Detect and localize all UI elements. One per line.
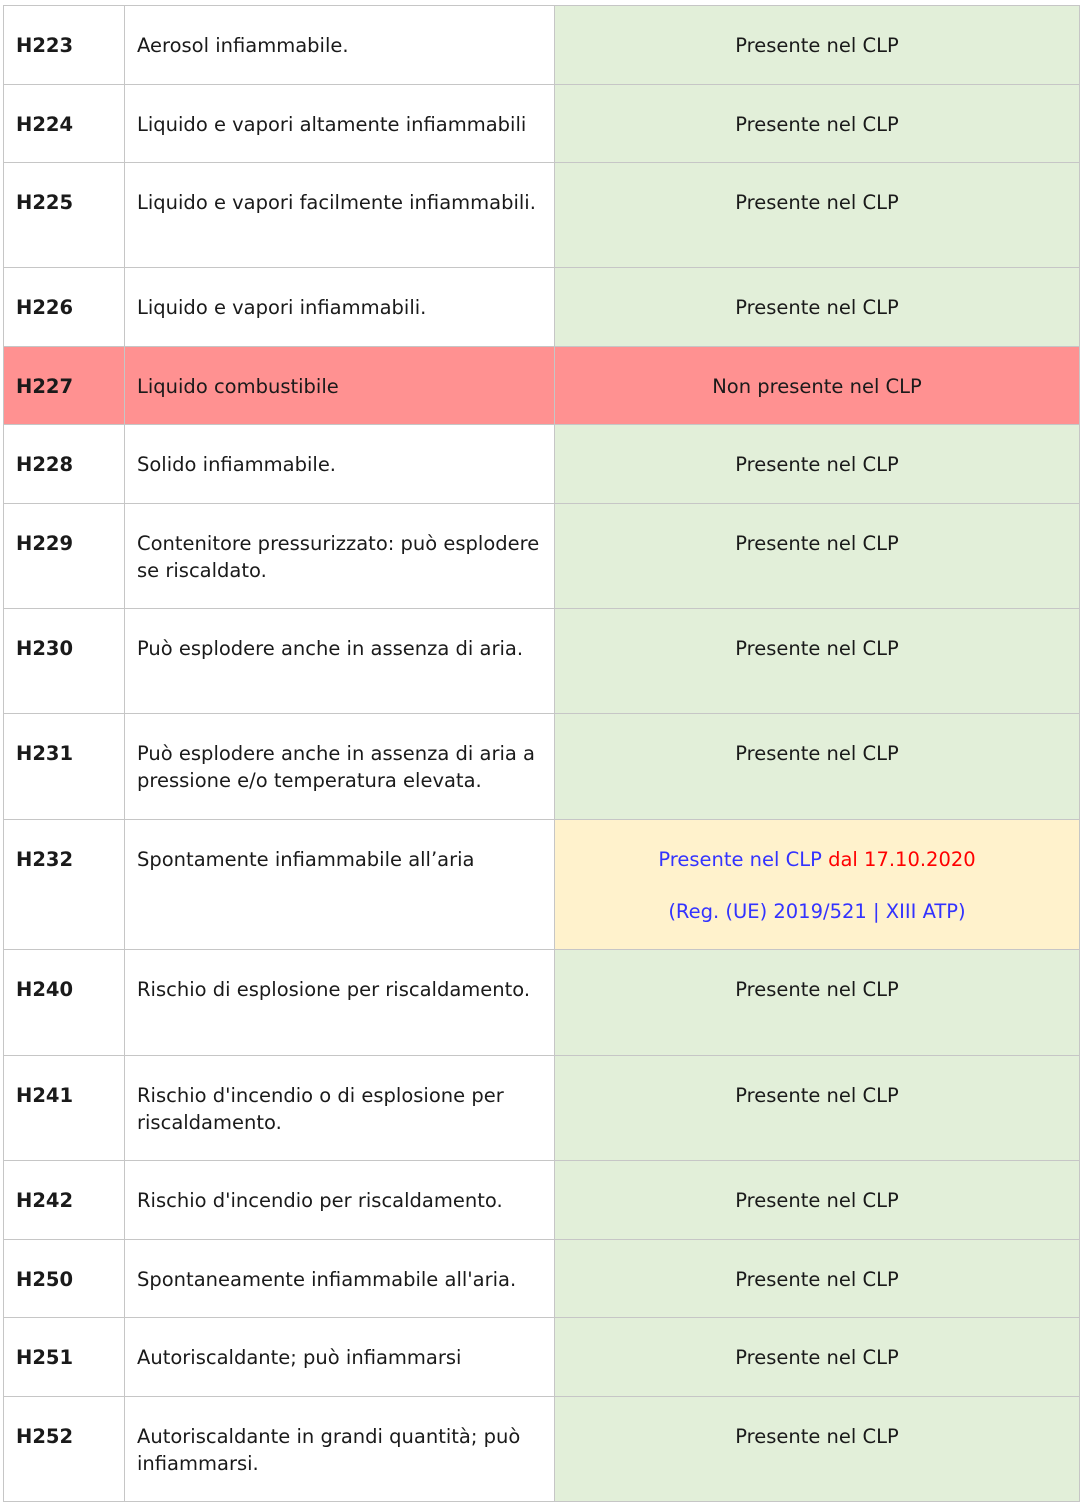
- hazard-description: Aerosol infiammabile.: [125, 6, 555, 85]
- hazard-code: H229: [4, 504, 125, 609]
- table-row: [4, 268, 1080, 347]
- clp-status: Presente nel CLP: [555, 1056, 1080, 1161]
- clp-status: Presente nel CLP: [555, 268, 1080, 347]
- table-row: [4, 6, 1080, 85]
- clp-status-note: [555, 820, 1080, 950]
- clp-status: Presente nel CLP: [555, 609, 1080, 714]
- hazard-code: H228: [4, 425, 125, 504]
- table-row: [4, 950, 1080, 1056]
- hazard-code: H252: [4, 1397, 125, 1502]
- clp-status: Presente nel CLP: [555, 85, 1080, 163]
- table-row: [4, 714, 1080, 820]
- hazard-code: H227: [4, 347, 125, 425]
- hazard-description: Solido infiammabile.: [125, 425, 555, 504]
- hazard-description: Liquido e vapori facilmente infiammabili.: [125, 163, 555, 268]
- hazard-code: H224: [4, 85, 125, 163]
- table-row: [4, 504, 1080, 609]
- clp-status: Presente nel CLP: [555, 1240, 1080, 1318]
- table-row-new-entry: [4, 820, 1080, 950]
- clp-status: Presente nel CLP: [555, 163, 1080, 268]
- hazard-code: H226: [4, 268, 125, 347]
- table-row: [4, 425, 1080, 504]
- hazard-code: H230: [4, 609, 125, 714]
- hazard-description: Rischio d'incendio per riscaldamento.: [125, 1161, 555, 1240]
- hazard-description: Spontamente infiammabile all’aria: [125, 820, 555, 950]
- hazard-description: Autoriscaldante; può infiammarsi: [125, 1318, 555, 1397]
- clp-status: Presente nel CLP: [555, 1397, 1080, 1502]
- table-row-not-in-clp: [4, 347, 1080, 425]
- clp-status: Non presente nel CLP: [555, 347, 1080, 425]
- hazard-description: Liquido e vapori altamente infiammabili: [125, 85, 555, 163]
- hazard-code: H251: [4, 1318, 125, 1397]
- table-row: [4, 1240, 1080, 1318]
- clp-status: Presente nel CLP: [555, 714, 1080, 820]
- status-present-text: Presente nel CLP: [658, 848, 822, 871]
- hazard-description: Contenitore pressurizzato: può esplodere se riscaldato.: [125, 504, 555, 609]
- hazard-code: H223: [4, 6, 125, 85]
- table-row: [4, 163, 1080, 268]
- clp-status: Presente nel CLP: [555, 950, 1080, 1056]
- clp-status: Presente nel CLP: [555, 425, 1080, 504]
- hazard-description: Autoriscaldante in grandi quantità; può infiammarsi.: [125, 1397, 555, 1502]
- clp-status: Presente nel CLP: [555, 1161, 1080, 1240]
- regulation-reference: (Reg. (UE) 2019/521 | XIII ATP): [668, 900, 966, 923]
- hazard-code: H250: [4, 1240, 125, 1318]
- hazard-description: Rischio d'incendio o di esplosione per riscaldamento.: [125, 1056, 555, 1161]
- table-row: [4, 85, 1080, 163]
- hazard-code: H241: [4, 1056, 125, 1161]
- hazard-description: Rischio di esplosione per riscaldamento.: [125, 950, 555, 1056]
- hazard-code: H240: [4, 950, 125, 1056]
- hazard-description: Liquido combustibile: [125, 347, 555, 425]
- status-date-text: dal 17.10.2020: [828, 848, 976, 871]
- table-row: [4, 1161, 1080, 1240]
- clp-status: Presente nel CLP: [555, 1318, 1080, 1397]
- hazard-description: Spontaneamente infiammabile all'aria.: [125, 1240, 555, 1318]
- hazard-code: H232: [4, 820, 125, 950]
- table-row: [4, 1397, 1080, 1502]
- hazard-code: H225: [4, 163, 125, 268]
- clp-status: Presente nel CLP: [555, 6, 1080, 85]
- hazard-description: Può esplodere anche in assenza di aria a pressione e/o temperatura elevata.: [125, 714, 555, 820]
- hazard-code: H231: [4, 714, 125, 820]
- table-row: [4, 1056, 1080, 1161]
- table-row: [4, 1318, 1080, 1397]
- hazard-code: H242: [4, 1161, 125, 1240]
- clp-status: Presente nel CLP: [555, 504, 1080, 609]
- hazard-description: Può esplodere anche in assenza di aria.: [125, 609, 555, 714]
- hazard-statements-table: [3, 5, 1080, 1502]
- table-row: [4, 609, 1080, 714]
- hazard-description: Liquido e vapori infiammabili.: [125, 268, 555, 347]
